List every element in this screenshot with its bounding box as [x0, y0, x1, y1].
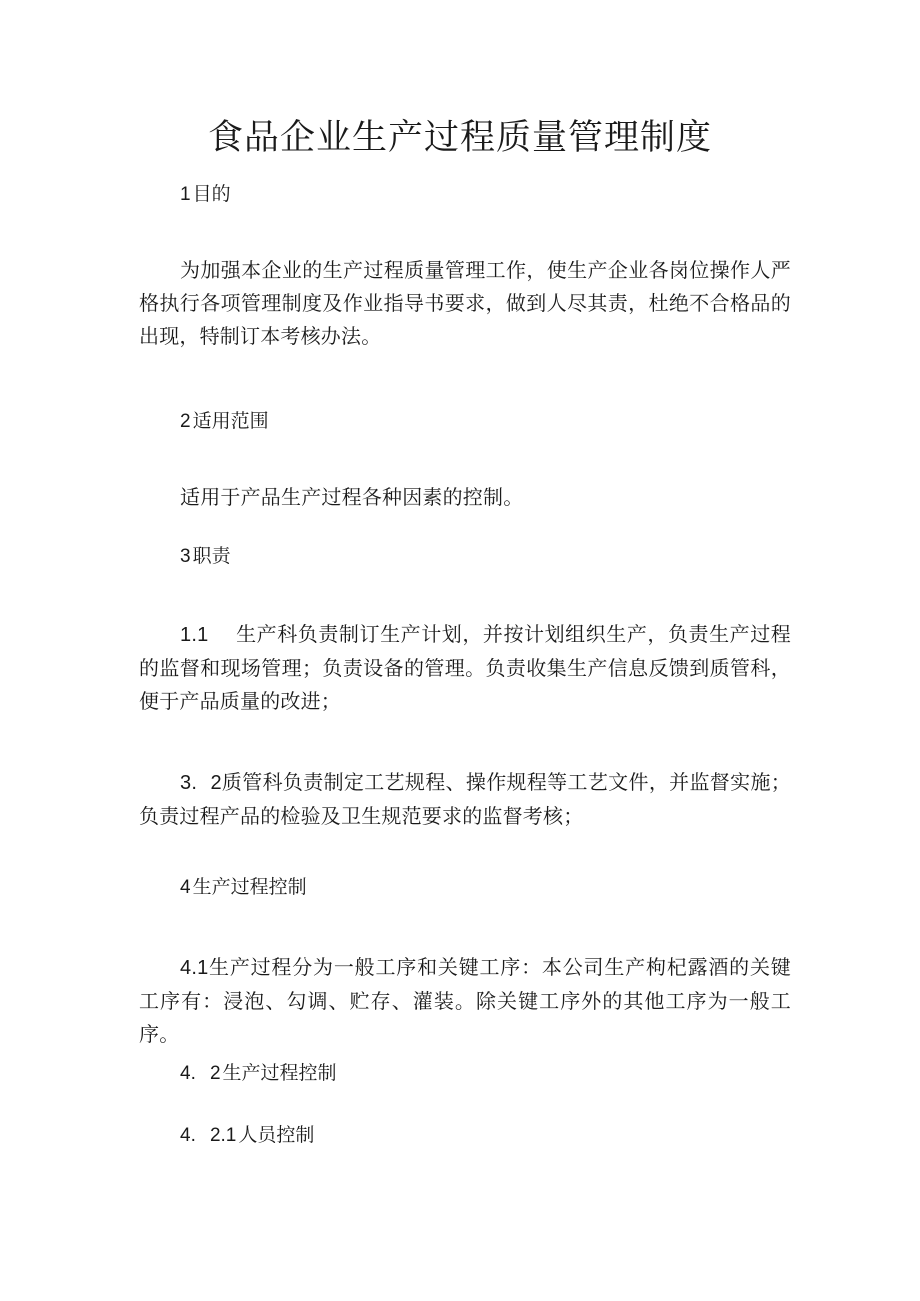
section-number: 4. [180, 1063, 196, 1084]
section-heading-process-control [180, 874, 307, 901]
section-heading-text: 目的 [192, 183, 231, 205]
document-title: 食品企业生产过程质量管理制度 [207, 118, 712, 158]
clause-number: 3. [180, 772, 198, 794]
clause-text: 质管科负责制定工艺规程、操作规程等工艺文件，并监督实施；负责过程产品的检验及卫生规范要求的监督考核； [139, 770, 791, 828]
section-number-part: 2.1 [209, 1125, 237, 1146]
section-heading-text: 生产过程控制 [192, 876, 307, 898]
paragraph-process-4-1 [139, 951, 791, 1051]
section-number: 4 [180, 877, 191, 898]
clause-text: 生产过程分为一般工序和关键工序：本公司生产枸杞露酒的关键工序有：浸泡、勾调、贮存、灌装。除关键工序外的其他工序为一般工序。 [139, 955, 791, 1046]
section-heading-text: 生产过程控制 [222, 1062, 337, 1084]
paragraph-purpose: 为加强本企业的生产过程质量管理工作，使生产企业各岗位操作人严格执行各项管理制度及作业指导书要求，做到人尽其责，杜绝不合格品的出现，特制订本考核办法。 [139, 258, 791, 348]
subsection-heading-4-2-1 [180, 1122, 314, 1149]
paragraph-responsibility-3-2 [139, 766, 791, 833]
section-heading-text: 适用范围 [192, 410, 269, 432]
clause-number-part: 2 [210, 772, 222, 794]
section-number-part: 2 [209, 1063, 221, 1084]
section-number: 3 [180, 546, 191, 567]
section-number: 4. [180, 1125, 196, 1146]
section-number: 1 [180, 184, 191, 205]
section-number: 2 [180, 411, 191, 432]
section-heading-text: 人员控制 [238, 1124, 315, 1146]
section-heading-scope [180, 408, 269, 435]
paragraph-responsibility-1-1 [139, 618, 791, 718]
section-heading-text: 职责 [192, 545, 231, 567]
clause-text: 生产科负责制订生产计划，并按计划组织生产，负责生产过程的监督和现场管理；负责设备的管理。负责收集生产信息反馈到质管科，便于产品质量的改进； [139, 622, 792, 713]
paragraph-scope: 适用于产品生产过程各种因素的控制。 [180, 485, 524, 509]
section-heading-purpose [180, 181, 231, 208]
subsection-heading-4-2 [180, 1060, 337, 1087]
section-heading-responsibilities [180, 543, 231, 570]
clause-number: 1.1 [180, 624, 209, 646]
clause-number: 4.1 [180, 957, 209, 979]
